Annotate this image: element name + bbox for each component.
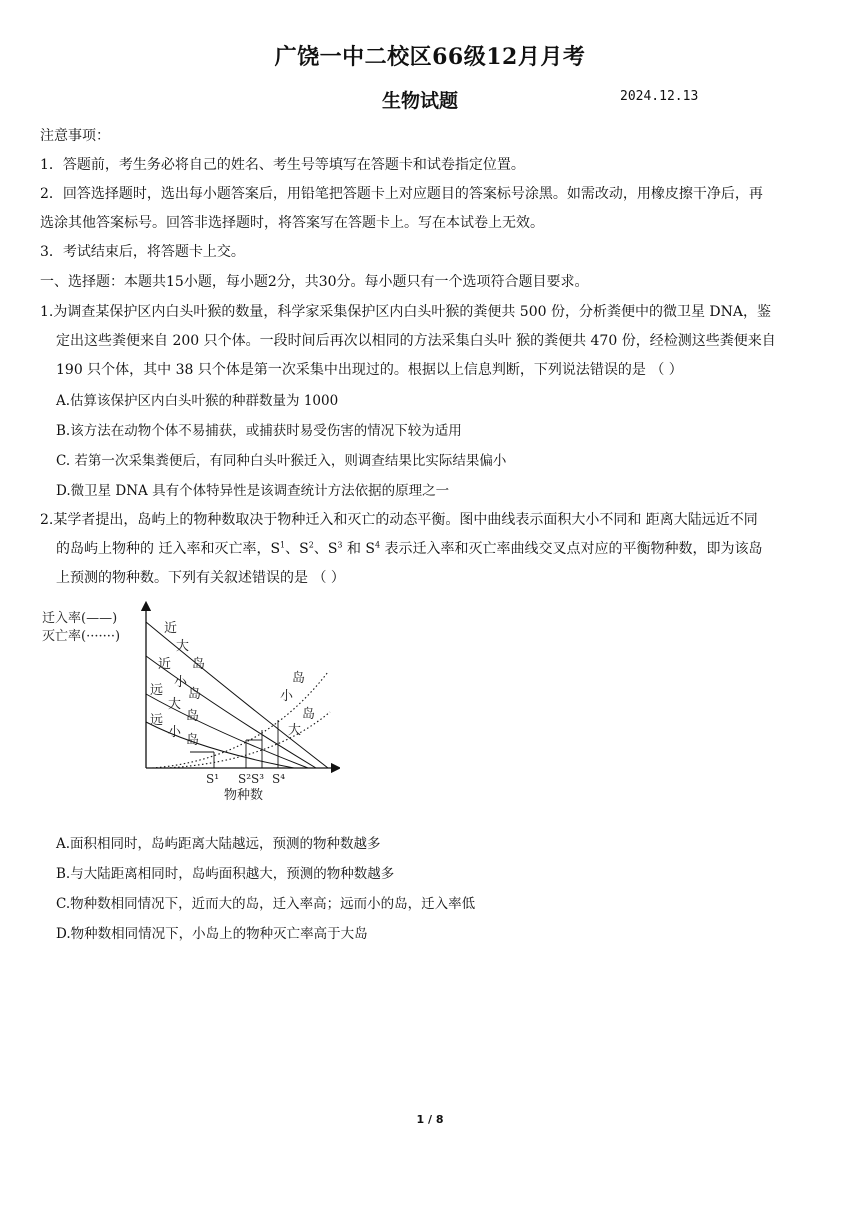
- x-tick-s2s3: S²S³: [238, 772, 265, 786]
- label-near-small-2: 小: [174, 675, 188, 690]
- label-far-small-2: 小: [168, 725, 182, 740]
- label-near-big-2: 大: [176, 639, 190, 654]
- exam-title: 广饶一中二校区66级12月月考: [274, 44, 586, 70]
- q2-option-c: C.物种数相同情况下，近而大的岛，迁入率高；远而小的岛，迁入率低: [56, 896, 476, 912]
- note-item-3: 3．考试结束后，将答题卡上交。: [40, 244, 245, 260]
- q2-text-line-3: 上预测的物种数。下列有关叙述错误的是 （ ）: [56, 570, 345, 586]
- q1-option-c: C. 若第一次采集粪便后，有同种白头叶猴迁入，则调查结果比实际结果偏小: [56, 453, 507, 469]
- label-far-big-2: 大: [168, 697, 182, 712]
- section-heading: 一、选择题：本题共15小题，每小题2分，共30分。每小题只有一个选项符合题目要求。: [40, 274, 589, 290]
- q2-sup-4: 4: [375, 540, 381, 550]
- label-near-big-3: 岛: [192, 657, 206, 672]
- note-item-2: 2．回答选择题时，选出每小题答案后，用铅笔把答题卡上对应题目的答案标号涂黑。如需改动，用橡皮擦干净后，再: [40, 186, 763, 202]
- q1-option-d: D.微卫星 DNA 具有个体特异性是该调查统计方法依据的原理之一: [56, 483, 450, 499]
- q1-option-b: B.该方法在动物个体不易捕获，或捕获时易受伤害的情况下较为适用: [56, 423, 462, 439]
- exam-subject: 生物试题: [382, 90, 459, 112]
- q2-sup-1: 1: [280, 540, 286, 550]
- q1-text-line-2: 定出这些粪便来自 200 只个体。一段时间后再次以相同的方法采集白头叶 猴的粪便共 470 份，经检测这些粪便来自: [56, 333, 776, 349]
- q2-option-a: A.面积相同时，岛屿距离大陆越远，预测的物种数越多: [56, 836, 381, 852]
- label-small-island-1: 岛: [292, 671, 306, 686]
- x-axis-label: 物种数: [224, 788, 264, 803]
- q1-text-line-1: 1.为调查某保护区内白头叶猴的数量，科学家采集保护区内白头叶猴的粪便共 500 份，分析粪便中的微卫星 DNA，鉴: [40, 304, 772, 320]
- legend-extinction: 灭亡率(·······): [42, 629, 121, 644]
- island-biogeography-figure: [40, 600, 340, 810]
- label-near-small-3: 岛: [188, 687, 202, 702]
- notes-heading: 注意事项：: [40, 128, 110, 144]
- q2-text-line-1: 2.某学者提出，岛屿上的物种数取决于物种迁入和灭亡的动态平衡。图中曲线表示面积大小不同和 距离大陆远近不同: [40, 512, 758, 528]
- q2-line2-sep1: 、S: [285, 541, 309, 557]
- label-far-big-1: 远: [150, 683, 164, 698]
- q2-sup-3: 3: [337, 540, 343, 550]
- q2-option-b: B.与大陆距离相同时，岛屿面积越大，预测的物种数越多: [56, 866, 395, 882]
- label-far-big-3: 岛: [186, 709, 200, 724]
- q2-sup-2: 2: [308, 540, 314, 550]
- x-tick-s1: S¹: [206, 772, 220, 786]
- q1-option-a: A.估算该保护区内白头叶猴的种群数量为 1000: [56, 393, 339, 409]
- label-far-small-1: 远: [150, 713, 164, 728]
- page-number: 1 / 8: [416, 1113, 444, 1126]
- curve-near-small: [146, 656, 316, 768]
- q2-line2-post: 表示迁入率和灭亡率曲线交叉点对应的平衡物种数，即为该岛: [380, 541, 763, 557]
- label-big-island-1: 岛: [302, 707, 316, 722]
- label-near-big-1: 近: [164, 621, 178, 636]
- note-item-1: 1．答题前，考生务必将自己的姓名、考生号等填写在答题卡和试卷指定位置。: [40, 157, 525, 173]
- q2-line2-pre: 的岛屿上物种的 迁入率和灭亡率，S: [56, 541, 281, 557]
- x-tick-s4: S⁴: [272, 772, 286, 786]
- note-item-2-cont: 选涂其他答案标号。回答非选择题时，将答案写在答题卡上。写在本试卷上无效。: [40, 215, 544, 231]
- q2-line2-sep2: 、S: [313, 541, 338, 557]
- q2-text-line-2: [56, 539, 763, 559]
- q2-option-d: D.物种数相同情况下，小岛上的物种灭亡率高于大岛: [56, 926, 368, 942]
- label-near-small-1: 近: [158, 657, 172, 672]
- q1-text-line-3: 190 只个体，其中 38 只个体是第一次采集中出现过的。根据以上信息判断，下列说法错误的是 （ ）: [56, 362, 683, 378]
- label-far-small-3: 岛: [186, 733, 200, 748]
- q2-line2-and: 和 S: [342, 541, 376, 557]
- figure-svg: [40, 600, 340, 810]
- label-big-island-2: 大: [288, 723, 302, 738]
- legend-immigration: 迁入率(——): [42, 611, 118, 626]
- exam-date: 2024.12.13: [620, 89, 699, 104]
- label-small-island-2: 小: [280, 689, 294, 704]
